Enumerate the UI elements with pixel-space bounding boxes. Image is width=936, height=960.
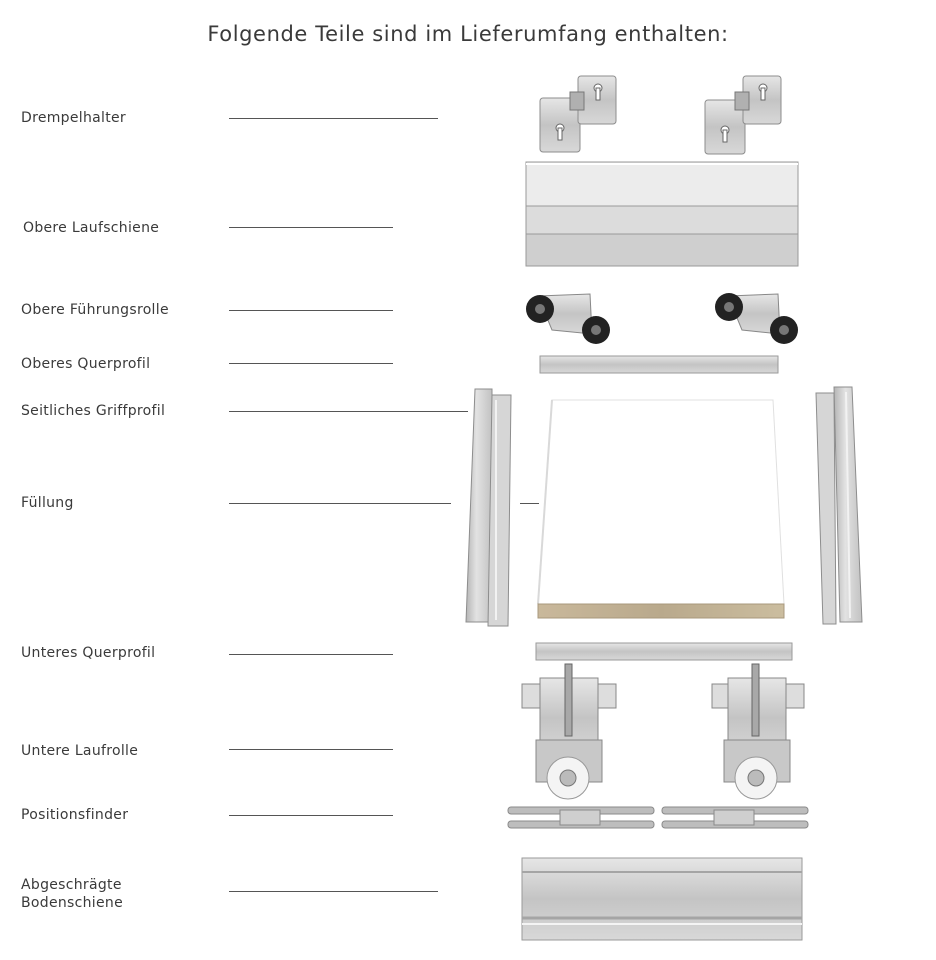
label-obere-laufschiene: Obere Laufschiene [23, 220, 160, 236]
oberes-querprofil-bar [540, 356, 778, 373]
seitliches-griffprofil-left [466, 389, 511, 626]
unteres-querprofil-bar [536, 643, 792, 660]
untere-laufrolle-right [712, 664, 804, 799]
page-title: Folgende Teile sind im Lieferumfang enthalten: [207, 22, 729, 46]
label-drempelhalter: Drempelhalter [21, 110, 126, 126]
label-bodenschiene: Abgeschrägte Bodenschiene [21, 877, 123, 911]
obere-fuehrungsrolle-left [526, 294, 610, 344]
bodenschiene-rail [522, 858, 802, 940]
obere-fuehrungsrolle-right [715, 293, 798, 344]
label-obere-fuehrungsrolle: Obere Führungsrolle [21, 302, 169, 318]
label-fuellung: Füllung [21, 495, 74, 511]
fuellung-panel [538, 400, 784, 618]
drempelhalter-bracket-right [705, 76, 781, 154]
untere-laufrolle-left [522, 664, 616, 799]
drempelhalter-bracket-left [540, 76, 616, 152]
positionsfinder-right [662, 807, 808, 828]
label-oberes-querprofil: Oberes Querprofil [21, 356, 151, 372]
label-untere-laufrolle: Untere Laufrolle [21, 743, 139, 759]
obere-laufschiene-rail [526, 162, 798, 266]
positionsfinder-left [508, 807, 654, 828]
label-seitliches-griffprofil: Seitliches Griffprofil [21, 403, 166, 419]
seitliches-griffprofil-right [816, 387, 862, 624]
label-unteres-querprofil: Unteres Querprofil [21, 645, 156, 661]
label-positionsfinder: Positionsfinder [21, 807, 129, 823]
